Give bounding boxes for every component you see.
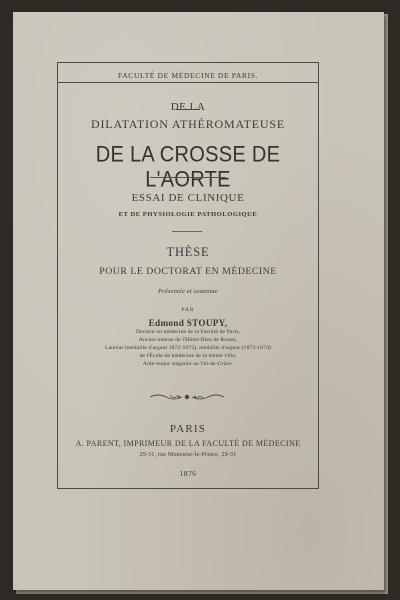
author-credential: Lauréat (médaille d'argent 1872-1873), médaille d'argent (1873-1874) bbox=[104, 345, 272, 351]
faculty-heading: FACULTÉ DE MÉDECINE DE PARIS. bbox=[117, 71, 259, 80]
presented-line: Présentée et soutenue bbox=[158, 288, 218, 295]
subtitle-line-1: ESSAI DE CLINIQUE bbox=[131, 192, 245, 204]
publisher-line: A. PARENT, IMPRIMEUR DE LA FACULTÉ DE MÉDECINE bbox=[75, 439, 301, 448]
subtitle-divider bbox=[172, 231, 202, 232]
title-divider bbox=[150, 177, 226, 178]
title-line-2: DILATATION ATHÉROMATEUSE bbox=[91, 117, 285, 131]
title-underline bbox=[176, 109, 200, 110]
title-line-1: DE LA bbox=[170, 101, 206, 113]
author-credential: de l'École de médecine de la même ville, bbox=[139, 353, 237, 359]
ornament-flourish bbox=[148, 392, 226, 402]
degree-line: POUR LE DOCTORAT EN MÉDECINE bbox=[99, 266, 277, 277]
author-credential: Ancien interne de l'Hôtel-Dieu de Rouen, bbox=[138, 337, 238, 343]
publisher-address: 29-31, rue Monsieur-le-Prince, 29-31 bbox=[139, 452, 237, 458]
these-heading: THÈSE bbox=[166, 245, 210, 259]
header-rule bbox=[57, 82, 319, 83]
title-line-3: DE LA CROSSE DE L'AORTE bbox=[95, 142, 281, 193]
author-credential: Docteur en médecine de la Faculté de Paris, bbox=[135, 329, 241, 335]
subtitle-line-2: ET DE PHYSIOLOGIE PATHOLOGIQUE bbox=[118, 211, 258, 218]
author-credential: Aide-major stagiaire au Val-de-Grâce. bbox=[142, 361, 234, 367]
city-name: PARIS bbox=[169, 423, 207, 435]
author-name: Edmond STOUPY, bbox=[148, 318, 228, 328]
by-line: PAR bbox=[181, 307, 195, 313]
publication-year: 1876 bbox=[179, 469, 197, 478]
